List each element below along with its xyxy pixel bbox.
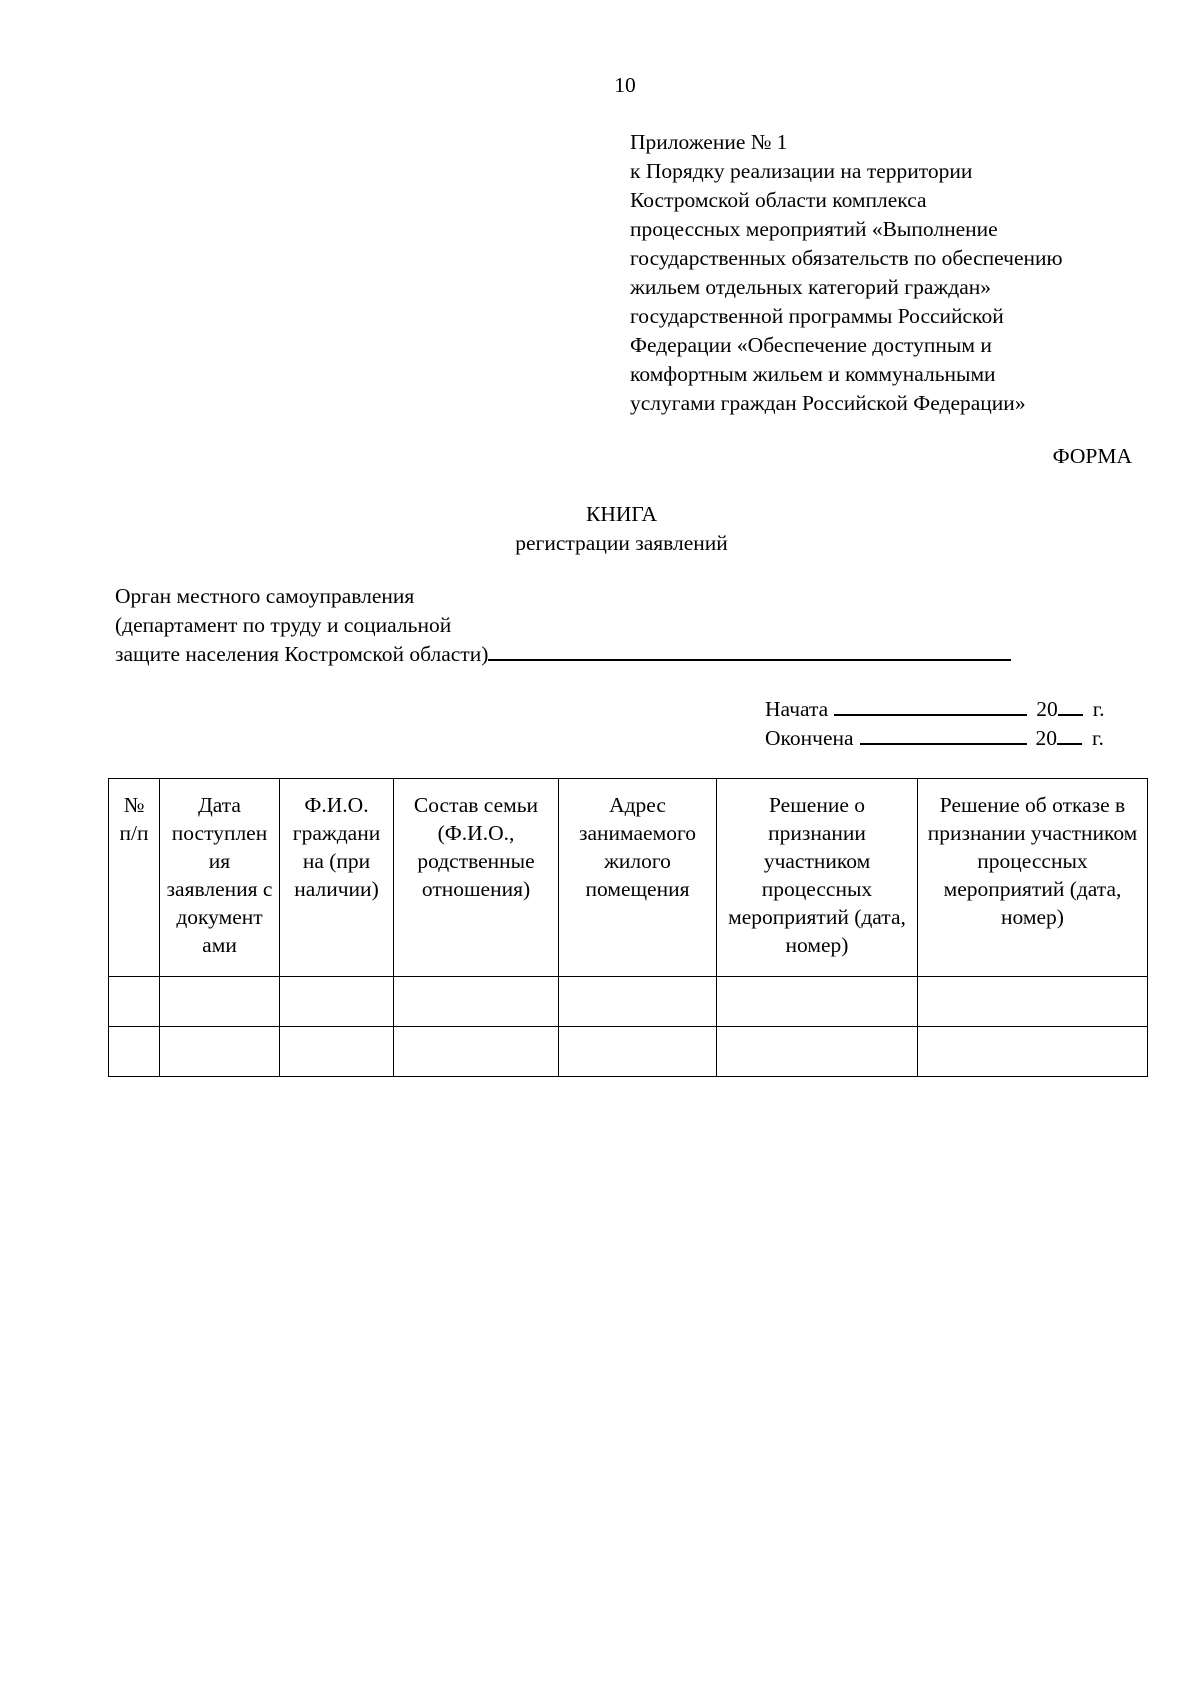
column-header-full-name: Ф.И.О. граждани на (при наличии) xyxy=(280,779,394,977)
column-header-address: Адрес занимаемого жилого помещения xyxy=(559,779,717,977)
title-sub: регистрации заявлений xyxy=(515,531,728,555)
document-title xyxy=(0,500,1200,558)
title-main: КНИГА xyxy=(585,502,657,526)
appendix-line: Федерации «Обеспечение доступным и xyxy=(630,333,992,357)
table-cell[interactable] xyxy=(394,1027,559,1077)
org-line-2: (департамент по труду и социальной xyxy=(115,613,452,637)
form-label: ФОРМА xyxy=(1052,444,1132,468)
started-row xyxy=(765,695,1105,724)
table-cell[interactable] xyxy=(160,977,280,1027)
table-cell[interactable] xyxy=(717,977,918,1027)
started-year-suffix: г. xyxy=(1092,697,1105,721)
dates-block xyxy=(765,695,1105,753)
org-line-1: Орган местного самоуправления xyxy=(115,584,415,608)
table-row xyxy=(109,977,1148,1027)
org-name-blank-line xyxy=(488,658,1011,661)
appendix-line: Приложение № 1 xyxy=(630,130,788,154)
ended-year-prefix: 20 xyxy=(1035,726,1058,750)
column-header-receipt-date: Дата поступлен ия заявления с документ ами xyxy=(160,779,280,977)
started-label: Начата xyxy=(765,697,829,721)
appendix-line: комфортным жильем и коммунальными xyxy=(630,362,996,386)
appendix-line: услугами граждан Российской Федерации» xyxy=(630,391,1026,415)
table-cell[interactable] xyxy=(717,1027,918,1077)
registration-table xyxy=(108,778,1148,1077)
ended-year-blank xyxy=(1057,742,1082,745)
page-number: 10 xyxy=(614,73,636,97)
column-header-recognition-decision: Решение о признании участником процессных мероприятий (дата, номер) xyxy=(717,779,918,977)
appendix-line: Костромской области комплекса xyxy=(630,188,927,212)
table-row xyxy=(109,1027,1148,1077)
table-cell[interactable] xyxy=(280,1027,394,1077)
ended-row xyxy=(765,724,1105,753)
ended-label: Окончена xyxy=(765,726,854,750)
started-year-blank xyxy=(1058,713,1083,716)
column-header-refusal-decision: Решение об отказе в признании участником процессных мероприятий (дата, номер) xyxy=(918,779,1148,977)
table-cell[interactable] xyxy=(109,977,160,1027)
table-cell[interactable] xyxy=(280,977,394,1027)
table-cell[interactable] xyxy=(160,1027,280,1077)
started-date-blank xyxy=(834,713,1027,716)
ended-date-blank xyxy=(860,742,1027,745)
appendix-line: государственной программы Российской xyxy=(630,304,1004,328)
org-line-3: защите населения Костромской области) xyxy=(115,642,489,666)
ended-year-suffix: г. xyxy=(1092,726,1104,750)
started-year-prefix: 20 xyxy=(1036,697,1058,721)
appendix-line: государственных обязательств по обеспечению xyxy=(630,246,1063,270)
table-cell[interactable] xyxy=(394,977,559,1027)
column-header-family: Состав семьи (Ф.И.О., родственные отношения) xyxy=(394,779,559,977)
table-cell[interactable] xyxy=(918,1027,1148,1077)
table-cell[interactable] xyxy=(918,977,1148,1027)
table-cell[interactable] xyxy=(559,977,717,1027)
table-cell[interactable] xyxy=(109,1027,160,1077)
appendix-line: жильем отдельных категорий граждан» xyxy=(630,275,992,299)
appendix-block xyxy=(630,128,1063,418)
appendix-line: процессных мероприятий «Выполнение xyxy=(630,217,998,241)
organization-block xyxy=(115,582,1011,669)
column-header-number: № п/п xyxy=(109,779,160,977)
appendix-line: к Порядку реализации на территории xyxy=(630,159,973,183)
table-cell[interactable] xyxy=(559,1027,717,1077)
table-header-row xyxy=(109,779,1148,977)
